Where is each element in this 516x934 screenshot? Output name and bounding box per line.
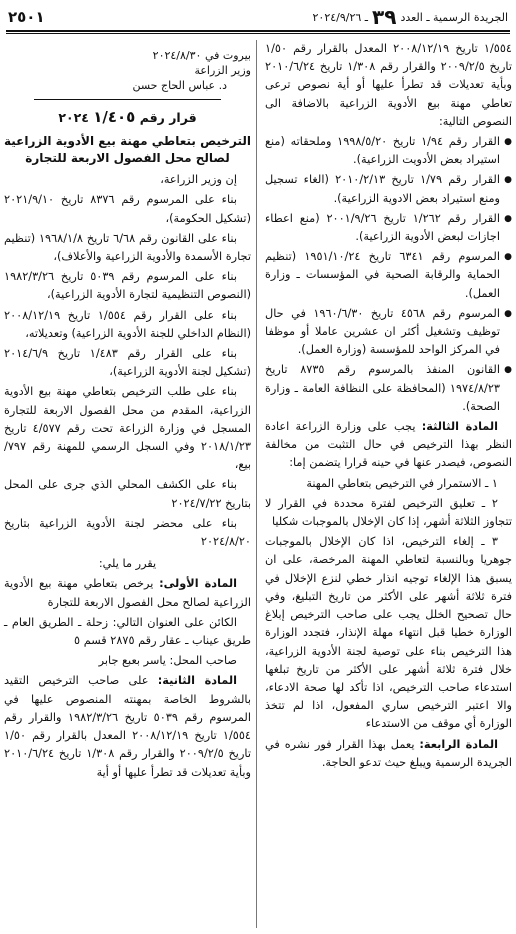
page-header bbox=[8, 6, 508, 28]
article-title: المادة الثانية: bbox=[157, 674, 237, 688]
minister-line: إن وزير الزراعة، bbox=[160, 173, 237, 187]
decides-line: يقرر ما يلي: bbox=[98, 557, 157, 571]
decree-title bbox=[4, 108, 251, 127]
decree-number: ١/٤٠٥ bbox=[93, 108, 136, 126]
article-3 bbox=[265, 418, 512, 473]
consideration-item: بناء على محضر لجنة الأدوية الزراعية بتاريخ ٢٠٢٤/٨/٢٠ bbox=[4, 516, 251, 549]
article-2 bbox=[4, 672, 251, 781]
consideration-item: بناء على المرسوم رقم ٨٣٧٦ تاريخ ٢٠٢١/٩/١٠ (تشكيل الحكومة)، bbox=[4, 193, 251, 225]
article-1 bbox=[4, 575, 251, 611]
shop-address: الكائن على العنوان التالي: زحلة ـ الطريق العام ـ طريق عيناب ـ عقار رقم ٢٨٧٥ قسم ٥ bbox=[4, 615, 251, 648]
shop-owner: صاحب المحل: ياسر بعبع جابر bbox=[98, 654, 237, 668]
article-title: المادة الرابعة: bbox=[419, 737, 499, 751]
article-text: يجب على وزارة الزراعة اعادة النظر بهذا الترخيص في حال التثبت من مخالفة النصوص، فيصدر عنها في حينه قرارا يتضمن إما: bbox=[265, 420, 512, 470]
issue-number: ٣٩ bbox=[372, 5, 397, 29]
right-column bbox=[265, 40, 512, 774]
decree-prefix: قرار رقم bbox=[139, 110, 197, 125]
article-4 bbox=[265, 736, 512, 772]
article-title: المادة الثالثة: bbox=[421, 420, 498, 434]
gazette-title: الجريدة الرسمية ـ العدد bbox=[400, 10, 508, 24]
list-item: ● القرار رقم ١/٢٦٢ تاريخ ٢٠٠١/٩/٢٦ (منع اعطاء اجازات لبعض الأدوية الزراعية). bbox=[265, 210, 500, 246]
article-text: على صاحب الترخيص التقيد بالشروط الخاصة بمهنته المنصوص عليها في المرسوم رقم ٥٠٣٩ تاريخ ١٩٨٢/٣/٢٦ والقرار رقم ١/٥٥٤ تاريخ ٢٠٠٨/١٢/١٩ المعدل بالقرار رقم ١/٥٠ تاريخ ٢٠٠٩/٢/٥ والقرار رقم ١/٣٠٨ تاريخ ٢٠١٠/٦/٢٤ وبأية تعديلات قد تطرأ عليها أو أية bbox=[4, 674, 251, 779]
decree-year: ٢٠٢٤ bbox=[58, 110, 89, 125]
article-text: يرخص بتعاطي مهنة بيع الأدوية الزراعية لصالح محل الفصول الاربعة للتجارة bbox=[4, 577, 251, 609]
signature-title: وزير الزراعة bbox=[194, 64, 251, 77]
issue-date: ـ ٢٠٢٤/٩/٢٦ bbox=[312, 10, 369, 24]
section-divider bbox=[34, 99, 221, 100]
signature-place-date: بيروت في ٢٠٢٤/٨/٣٠ bbox=[152, 49, 251, 62]
consideration-item: بناء على الكشف المحلي الذي جرى على المحل بتاريخ ٢٠٢٤/٧/٢٢ bbox=[4, 478, 251, 510]
page-number: ٢٥٠١ bbox=[8, 8, 45, 26]
consideration-item: بناء على القرار رقم ١/٥٥٤ تاريخ ٢٠٠٨/١٢/١٩ (النظام الداخلي للجنة الأدوية الزراعية) وتعديلاته، bbox=[4, 308, 251, 340]
article-title: المادة الأولى: bbox=[159, 577, 238, 591]
column-divider bbox=[256, 40, 257, 928]
header-rule-thin bbox=[6, 33, 510, 34]
decree-subject: الترخيص بتعاطي مهنة بيع الأدوية الزراعية لصالح محل الفصول الاربعة للتجارة bbox=[4, 134, 251, 166]
list-item: ● القرار رقم ١/٧٩ تاريخ ٢٠١٠/٢/١٣ (الغاء تسجيل ومنع استيراد بعض الادوية الزراعية). bbox=[265, 171, 500, 207]
gazette-masthead bbox=[313, 5, 508, 29]
option-item: ١ ـ الاستمرار في الترخيص بتعاطي المهنة bbox=[306, 476, 498, 490]
legal-texts-list bbox=[265, 133, 512, 416]
option-item: ٣ ـ إلغاء الترخيص، اذا كان الإخلال بالموجبات جوهريا وبالنسبة لتعاطي المهنة المرخصة، على ان يسبق هذا الإلغاء توجيه انذار خطي لنزع الإخلال في فترة ثلاثة أشهر على الأكثر من تاريخ التبليغ، وفي حال تصحيح الخلل يجب على صاحب الترخيص إبلاغ الوزارة خطيا قبل انتهاء مهلة الإنذار، فتجدد الوزارة هذا الترخيص بناء على توصية لجنة الأدوية الزراعية، خلال فترة ثلاثة أشهر على الأكثر من تاريخ تبلغها استدعاء صاحب الترخيص، اذا تأكد لها صحة الادعاء، والا اعتبر الترخيص ساري المفعول، اذا لم تتخذ الوزارة أي موقف من الاستدعاء bbox=[265, 535, 512, 731]
continued-text: ١/٥٥٤ تاريخ ٢٠٠٨/١٢/١٩ المعدل بالقرار رقم ١/٥٠ تاريخ ٢٠٠٩/٢/٥ والقرار رقم ١/٣٠٨ تاريخ ٢٠١٠/٦/٢٤ وبأية تعديلات قد تطرأ عليها أو أية نصوص ترعى تعاطي مهنة بيع الأدوية الزراعية بالاضافة الى النصوص التالية: bbox=[265, 42, 512, 128]
signature-name: د. عباس الحاج حسن bbox=[132, 79, 227, 92]
article-text: يعمل بهذا القرار فور نشره في الجريدة الرسمية ويبلغ حيث تدعو الحاجة. bbox=[265, 737, 512, 769]
consideration-item: بناء على القرار رقم ١/٤٨٣ تاريخ ٢٠١٤/٦/٩ (تشكيل لجنة الأدوية الزراعية)، bbox=[4, 347, 251, 379]
list-item: ● المرسوم رقم ٦٣٤١ تاريخ ١٩٥١/١٠/٢٤ (تنظيم الحماية والرقابة الصحية في المؤسسات ـ وزارة العمل). bbox=[265, 248, 500, 303]
list-item: ● القرار رقم ١/٩٤ تاريخ ١٩٩٨/٥/٢٠ وملحقاته (منع استيراد بعض الأدويت الزراعية). bbox=[265, 133, 500, 169]
option-item: ٢ ـ تعليق الترخيص لفترة محددة في القرار لا تتجاوز الثلاثة أشهر، إذا كان الإخلال بالموجبات شكليا bbox=[265, 496, 512, 529]
consideration-item: بناء على القانون رقم ٦/٦٨ تاريخ ١٩٦٨/١/٨ (تنظيم تجارة الأسمدة والأدوية الزراعية والأعلاف)، bbox=[4, 231, 251, 264]
consideration-item: بناء على المرسوم رقم ٥٠٣٩ تاريخ ١٩٨٢/٣/٢٦ (النصوص التنظيمية لتجارة الأدوية الزراعية)، bbox=[4, 270, 251, 302]
left-column bbox=[4, 40, 251, 784]
list-item: ● القانون المنفذ بالمرسوم رقم ٨٧٣٥ تاريخ ١٩٧٤/٨/٢٣ (المحافظة على النظافة العامة ـ وزارة الصحة). bbox=[265, 361, 500, 416]
list-item: ● المرسوم رقم ٤٥٦٨ تاريخ ١٩٦٠/٦/٣٠ في حال توظيف وتشغيل أكثر ان عشرين عاملا أو موظفا في المركز الواحد للمؤسسة (وزارة العمل). bbox=[265, 305, 500, 360]
consideration-item: بناء على طلب الترخيص بتعاطي مهنة بيع الأدوية الزراعية، المقدم من محل الفصول الاربعة للتجارة المسجل في وزارة الزراعة تحت رقم ٤/٥٧٧ تاريخ ٢٠١٨/١/٢٣ وفي السجل الرسمي للمهنة رقم ٧٩٧/بيع، bbox=[4, 385, 251, 472]
header-rule bbox=[6, 30, 510, 32]
signature-block bbox=[4, 48, 251, 93]
